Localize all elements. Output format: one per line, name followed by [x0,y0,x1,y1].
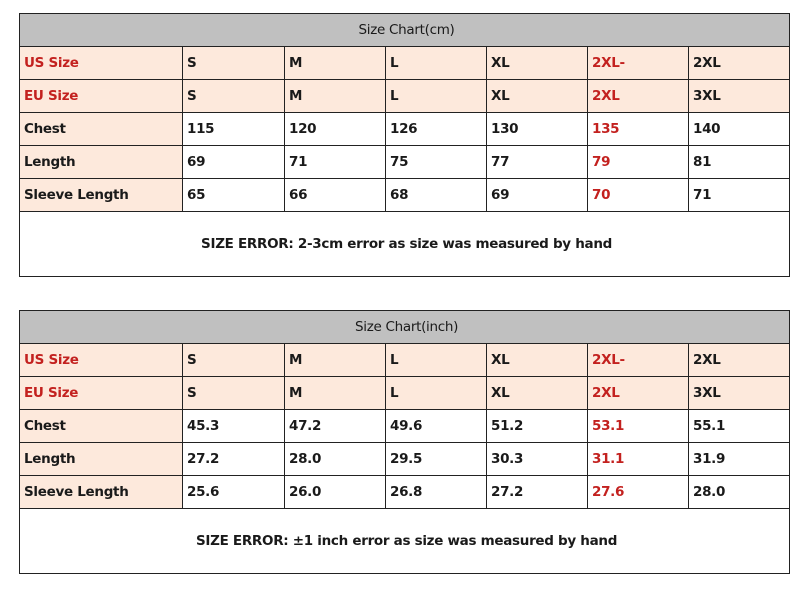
table-cell: 126 [386,113,487,146]
row-label: Length [20,443,183,476]
row-label: US Size [20,47,183,80]
table-cell: 25.6 [183,476,285,509]
table-cell: 69 [487,179,588,212]
table-cell: L [386,377,487,410]
table-title: Size Chart(cm) [20,14,790,47]
table-cell: 26.8 [386,476,487,509]
table-row [20,146,790,179]
table-row [20,179,790,212]
table-cell: 31.1 [588,443,689,476]
table-cell: 79 [588,146,689,179]
note-row [20,212,790,277]
table-cell: 115 [183,113,285,146]
table-cell: 2XL [588,377,689,410]
table-cell: XL [487,344,588,377]
table-cell: S [183,47,285,80]
table-cell: 53.1 [588,410,689,443]
table-cell: 49.6 [386,410,487,443]
table-cell: XL [487,80,588,113]
table-title: Size Chart(inch) [20,311,790,344]
row-label: Sleeve Length [20,476,183,509]
table-cell: S [183,377,285,410]
table-cell: 130 [487,113,588,146]
size-error-note: SIZE ERROR: 2-3cm error as size was measured by hand [20,212,790,277]
table-cell: S [183,344,285,377]
table-cell: 45.3 [183,410,285,443]
table-cell: 135 [588,113,689,146]
size-chart-inch-table [19,310,790,574]
size-error-note: SIZE ERROR: ±1 inch error as size was measured by hand [20,509,790,574]
table-cell: M [285,377,386,410]
table-cell: L [386,344,487,377]
table-cell: 75 [386,146,487,179]
row-label: EU Size [20,80,183,113]
table-cell: 28.0 [689,476,790,509]
table-cell: 47.2 [285,410,386,443]
table-row [20,80,790,113]
row-label: US Size [20,344,183,377]
table-cell: 2XL [588,80,689,113]
table-row [20,377,790,410]
table-row [20,410,790,443]
note-row [20,509,790,574]
table-cell: 26.0 [285,476,386,509]
table-row [20,443,790,476]
table-cell: 29.5 [386,443,487,476]
table-row [20,344,790,377]
table-cell: 70 [588,179,689,212]
table-header-row [20,14,790,47]
table-row [20,113,790,146]
table-cell: L [386,80,487,113]
table-cell: L [386,47,487,80]
table-cell: 68 [386,179,487,212]
table-cell: M [285,47,386,80]
table-cell: 71 [285,146,386,179]
table-cell: 3XL [689,377,790,410]
row-label: EU Size [20,377,183,410]
table-cell: 31.9 [689,443,790,476]
size-chart-cm-table [19,13,790,277]
table-cell: 2XL- [588,344,689,377]
table-header-row [20,311,790,344]
table-cell: 28.0 [285,443,386,476]
row-label: Sleeve Length [20,179,183,212]
table-cell: S [183,80,285,113]
table-cell: 2XL [689,344,790,377]
table-cell: 51.2 [487,410,588,443]
table-cell: 81 [689,146,790,179]
row-label: Chest [20,113,183,146]
table-cell: 77 [487,146,588,179]
table-row [20,47,790,80]
table-cell: 65 [183,179,285,212]
table-cell: 3XL [689,80,790,113]
table-cell: XL [487,47,588,80]
table-cell: 71 [689,179,790,212]
table-cell: 27.6 [588,476,689,509]
table-cell: 66 [285,179,386,212]
table-cell: 2XL- [588,47,689,80]
table-cell: 69 [183,146,285,179]
table-cell: M [285,344,386,377]
table-cell: XL [487,377,588,410]
table-row [20,476,790,509]
row-label: Chest [20,410,183,443]
table-cell: 30.3 [487,443,588,476]
table-cell: 2XL [689,47,790,80]
table-cell: 27.2 [183,443,285,476]
table-cell: M [285,80,386,113]
table-cell: 140 [689,113,790,146]
table-cell: 120 [285,113,386,146]
table-cell: 27.2 [487,476,588,509]
table-cell: 55.1 [689,410,790,443]
row-label: Length [20,146,183,179]
